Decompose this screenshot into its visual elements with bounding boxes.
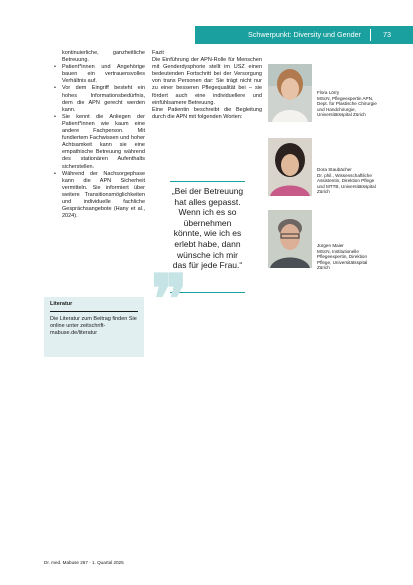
- paragraph-conclusion-heading: Fazit: [152, 50, 164, 56]
- quote-rule-top: [170, 181, 245, 182]
- literature-title: Literatur: [50, 301, 73, 307]
- quote-text: „Bei der Betreuung hat alles gepasst. Wenn ich es so übernehmen könnte, wie ich es erlebt habe, dann wünsche ich mir das für jede Frau.“: [171, 186, 244, 271]
- author-caption-1: [317, 90, 379, 118]
- literature-divider: [50, 311, 138, 312]
- author-role: Dr. phil., Wissenschaftliche Assistentin, Direktion Pflege und MTTB, Universitätsspital Zürich: [317, 172, 376, 195]
- quote-mark-icon: ❞: [151, 260, 188, 340]
- author-photo-3: [268, 210, 312, 268]
- literature-text: Die Literatur zum Beitrag finden Sie online unter zeitschrift-mabuse.de/literatur: [50, 316, 137, 336]
- author-caption-2: [317, 167, 379, 195]
- text-column-left: [53, 50, 145, 220]
- header-bar: [195, 26, 413, 44]
- author-name: Jürgen Maier: [317, 243, 344, 248]
- bullet-list: [53, 64, 145, 220]
- section-title: Schwerpunkt: Diversity und Gender: [247, 30, 361, 39]
- author-name: Dora Staubächer: [317, 167, 352, 172]
- list-item: • Sie kennt die Anliegen der Patient*innen wie kaum eine andere Fachperson. Mit fundiertem Fachwissen und hoher Achtsamkeit kann sie eine empathische Betreuung während des stationären Aufenthalts sicherstellen.: [53, 114, 145, 171]
- paragraph-conclusion: Die Einführung der APN-Rolle für Menschen mit Genderdysphorie stellt im USZ einen bedeutenden Fortschritt bei der Versorgung von trans Personen dar: Sie trägt nicht nur zu einer besseren Pflegequalität bei – sie fördert auch eine individuellere und einfühlsamere Betreuung.: [152, 57, 262, 106]
- page-footer: Dr. med. Mabuse 267 · 1. Quartal 2025: [44, 560, 124, 565]
- author-name: Flora Lörry: [317, 90, 340, 95]
- author-caption-3: [317, 243, 379, 271]
- list-item: • Während der Nachsorgephase kann die APN Sicherheit vermitteln. Sie informiert über weitere Transitionsmöglichkeiten und individuelle fachliche Gesprächsangebote (Hany et al., 2024).: [53, 171, 145, 221]
- text-column-middle: [152, 50, 262, 121]
- author-role: MScN, Institutionelle Pflegeexpertin, Direktion Pflege, Universitätsspital Zürich: [317, 248, 368, 271]
- paragraph-patient-intro: Eine Patientin beschreibt die Begleitung durch die APN mit folgenden Worten:: [152, 106, 262, 120]
- author-role: MScN, Pflegeexpertin APN, Dept. für Plastische Chirurgie und Handchirurgie, Universitätsspital Zürich: [317, 95, 377, 118]
- literature-box: [44, 297, 144, 357]
- list-item: • Vor dem Eingriff besteht ein hohes Informationsbedürfnis, dem die APN gerecht werden kann.: [53, 85, 145, 113]
- author-photo-1: [268, 64, 312, 122]
- header-divider: [370, 29, 371, 41]
- list-item: • Patient*innen und Angehörige bauen ein vertrauensvolles Verhältnis auf.: [53, 64, 145, 85]
- paragraph-lead: kontinuierliche, ganzheitliche Betreuung.: [62, 50, 145, 64]
- author-photo-2: [268, 138, 312, 196]
- page-number: 73: [383, 30, 391, 39]
